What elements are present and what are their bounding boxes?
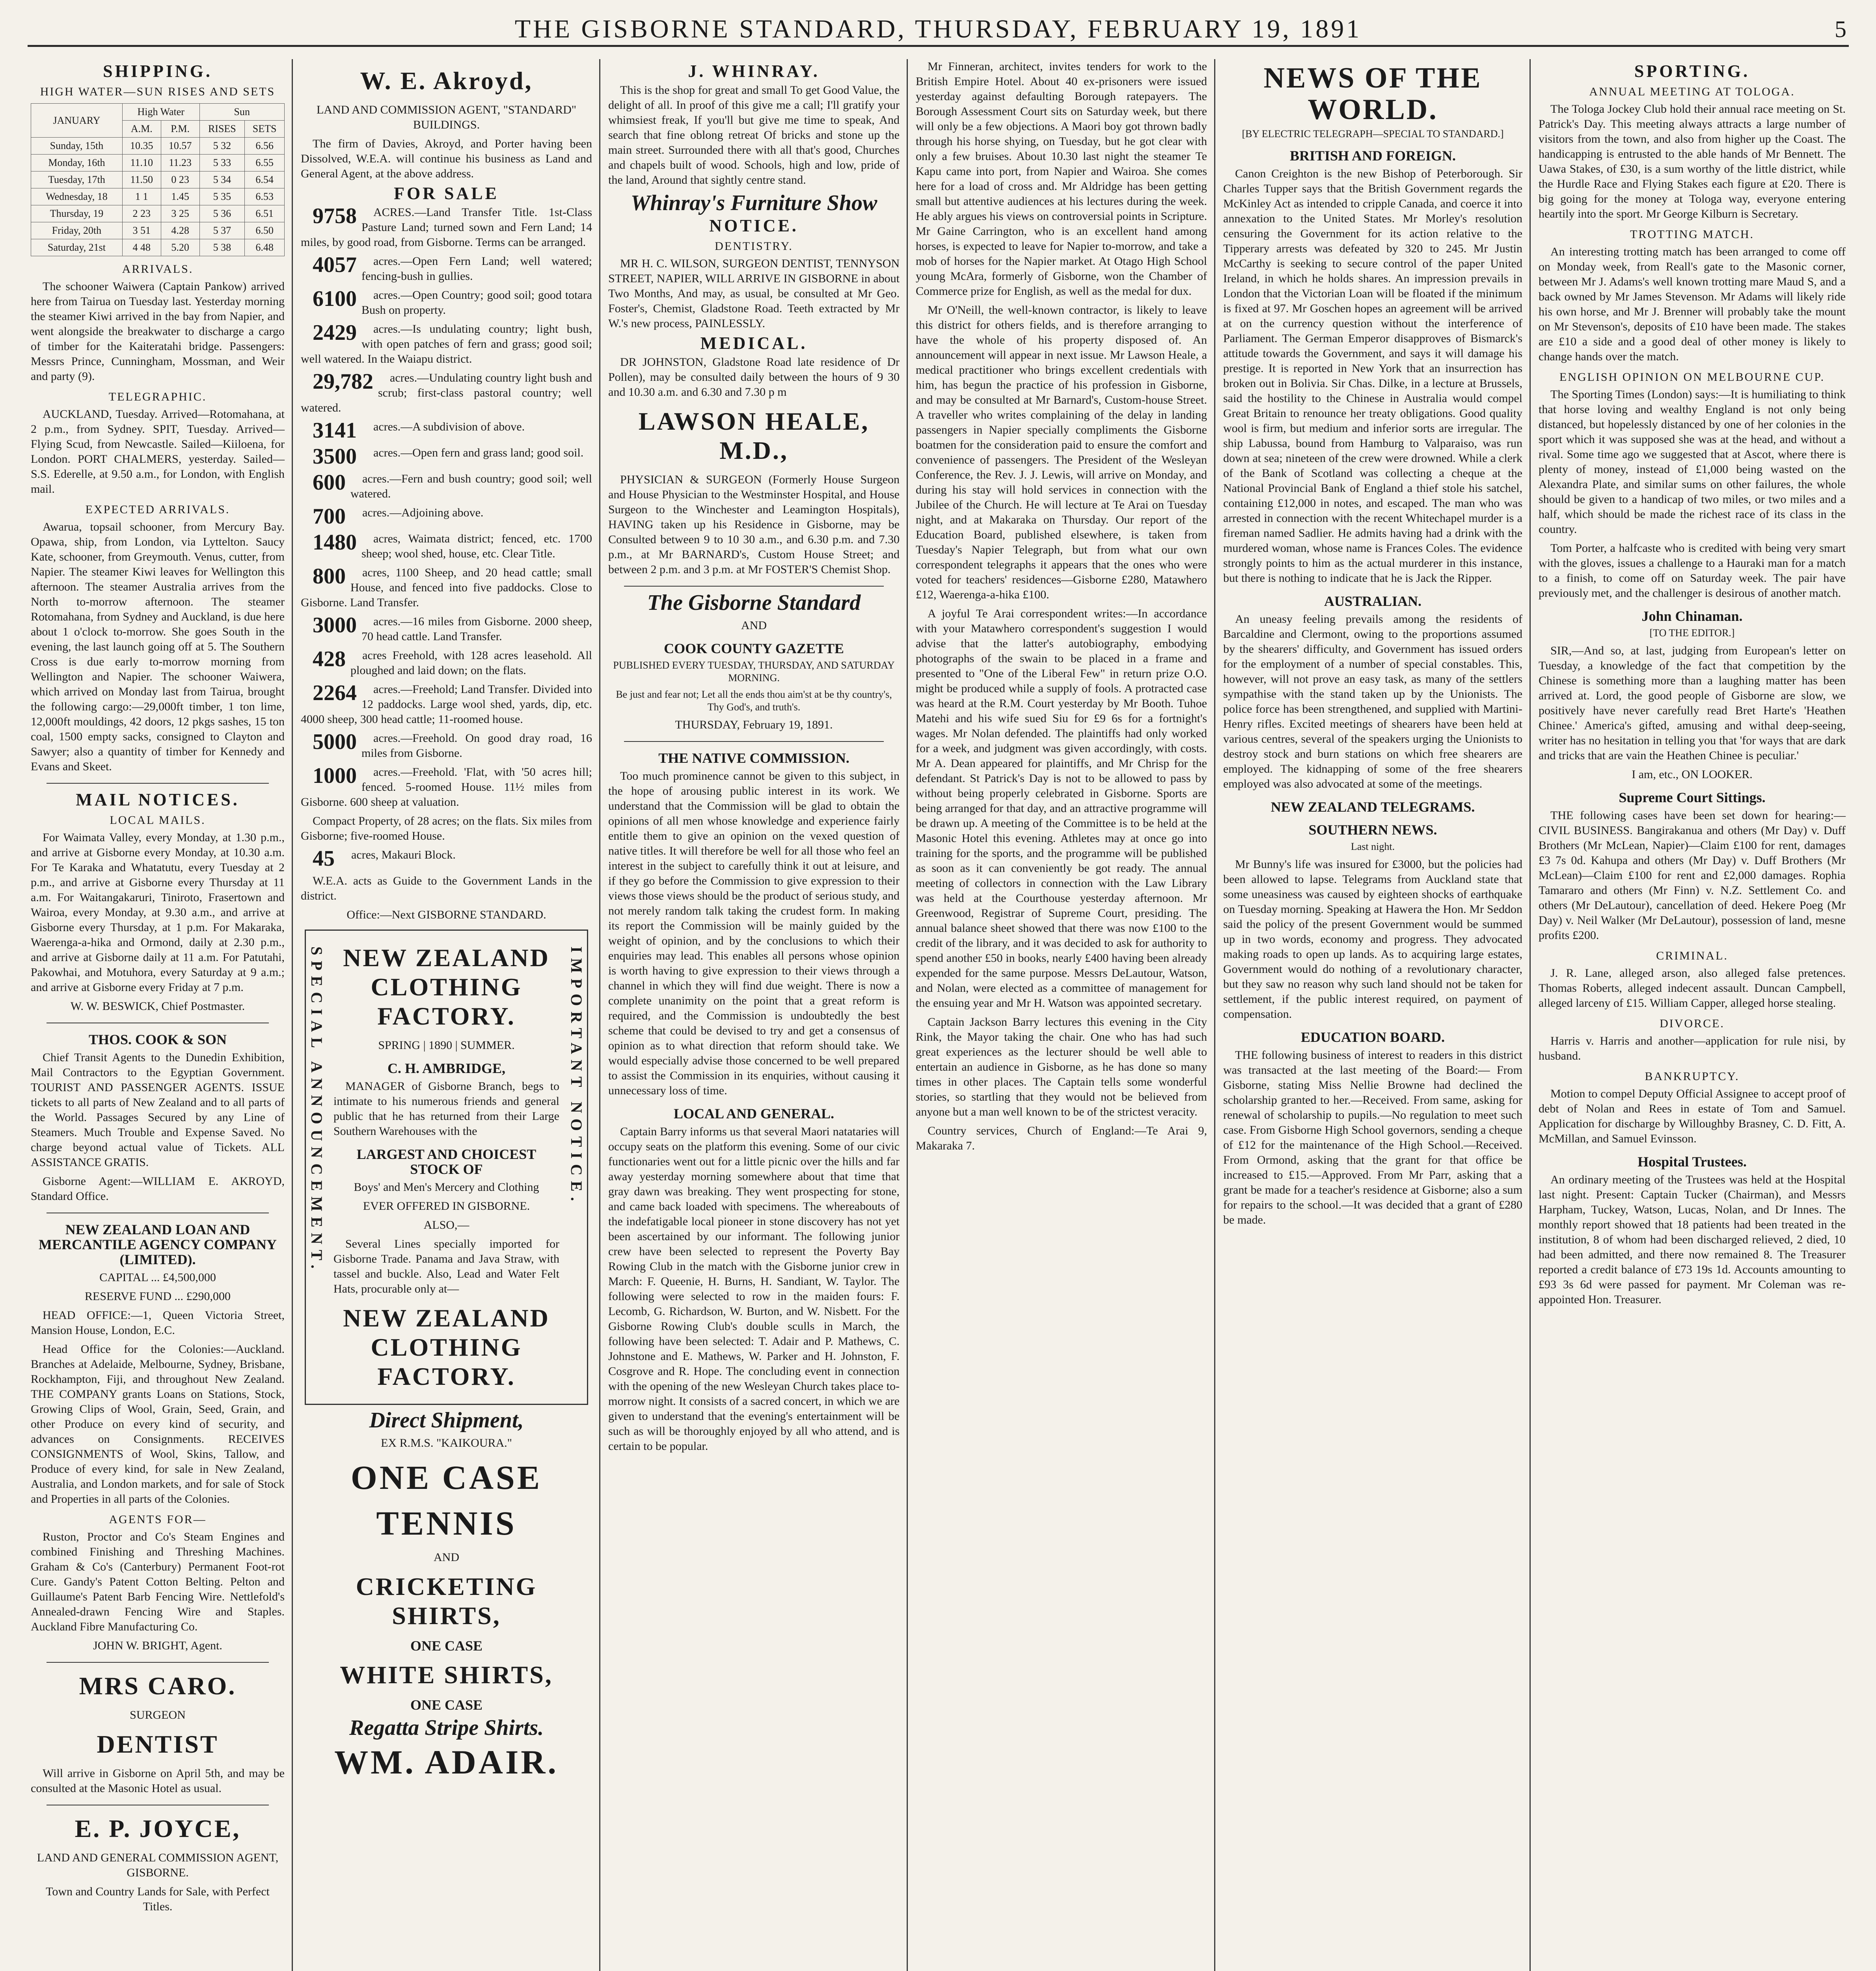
- tide-row: [31, 239, 285, 256]
- divider: [47, 1662, 269, 1663]
- melbourne-text: The Sporting Times (London) says:—It is humiliating to think that horse loving and wealthy England is not only being distanced, but hopelessly distanced by one of her colonies in the sport which it was supposed she was at the head, and without a rival. Some time ago we suggested that at Ascot, where there is plenty of money, instead of £1,000 being wasted on the Alexandra Plate, and similar sums on other failures, the whole should be given to a handicap of two miles, or two miles and a half, which should be made the richest race of its class in the country.: [1539, 388, 1846, 536]
- telegraphic-heading: TELEGRAPHIC.: [108, 390, 207, 403]
- tide-cell: 11.23: [161, 155, 199, 171]
- expected-text: Awarua, topsail schooner, from Mercury Bay. Opawa, ship, from London, via Lyttelton. Saucy Kate, schooner, from Greymouth. Venus, cutter, from Napier. The steamer Kiwi leaves for Wellington this afternoon. The steamer Australia arrives from the North to-morrow afternoon. The steamer Rotomahana, from Sydney and Auckland, is due here about 1 o'clock to-morrow. She goes South in the evening, the last launch going off at 5. The Southern Cross is due early to-morrow morning from Wellington and Napier. The schooner Waiwera, which arrived on Monday last from Tairua, brought the following cargo:—29,000ft timber, 1 ton lime, 12,000ft mouldings, 42 doors, 12 pkgs sashes, 15 ton coal, 1500 empty sacks, consigned to Clayton and Sawyer; also a quantity of timber for Kennedy and Evans and Skeet.: [31, 520, 285, 773]
- land-lot-text: Compact Property, of 28 acres; on the flats. Six miles from Gisborne; five-roomed House.: [301, 814, 592, 842]
- tide-cell: 5 36: [199, 205, 245, 222]
- nzloan-capital: CAPITAL ... £4,500,000: [99, 1271, 216, 1284]
- also-text: Several Lines specially imported for Gisborne Trade. Panama and Java Straw, with tassel and buckle. Also, Lead and Water Felt Hats, procurable only at—: [333, 1237, 559, 1295]
- white-shirts-heading: WHITE SHIRTS,: [340, 1661, 553, 1689]
- land-lot: [301, 322, 592, 367]
- tide-table: [31, 103, 285, 256]
- shipping-heading: SHIPPING.: [103, 61, 212, 81]
- column-6: [1531, 59, 1853, 1971]
- tide-cell: Wednesday, 18: [31, 188, 123, 205]
- tide-header: RISES: [199, 121, 245, 138]
- land-lot: [301, 731, 592, 761]
- joyce-heading: E. P. JOYCE,: [75, 1815, 241, 1842]
- tide-row: [31, 155, 285, 171]
- hospital-text: An ordinary meeting of the Trustees was held at the Hospital last night. Present: Captain Tucker (Chairman), and Messrs Harpham, Tuckey, Watson, Lucas, Nolan, and Dr Innes. The monthly report showed that 18 patients had been treated in the institution, 8 of whom had been discharged relieved, 2 died, 10 had been admitted, and there now remained 8. The Treasurer reported a credit balance of £73 19s 1d. Accounts amounting to £93 3s 6d were passed for payment. Mr Coleman was re-appointed Hon. Treasurer.: [1539, 1173, 1846, 1306]
- to-editor: [TO THE EDITOR.]: [1649, 627, 1735, 639]
- australian-text: An uneasy feeling prevails among the residents of Barcaldine and Clermont, owing to the proportions assumed by the shearers' difficulty, and Government has issued orders for the employment of a number of special constables. This, however, will not prove an easy task, as many of the settlers sympathise with the stand taken up by the Unionists. The police force has been strengthened, and supplied with Martini-Henry rifles. Excited meetings of shearers have been held at various centres, several of the speakers urging the Unionists to destroy stock and burn stations on which free shearers are employed. The kidnapping of some of the free shearers employed was also advocated at some of the meetings.: [1223, 613, 1522, 790]
- paper-title: The Gisborne Standard: [647, 591, 861, 615]
- column-4: [909, 59, 1214, 1971]
- published-note: PUBLISHED EVERY TUESDAY, THURSDAY, AND SATURDAY MORNING.: [613, 659, 895, 684]
- melbourne-heading: ENGLISH OPINION ON MELBOURNE CUP.: [1559, 371, 1825, 384]
- tide-group: Sun: [199, 104, 284, 121]
- land-lot-text: acres.—Fern and bush country; good soil; well watered.: [350, 472, 592, 500]
- tide-cell: 6.48: [245, 239, 285, 256]
- tide-cell: 5 37: [199, 222, 245, 239]
- land-lot-text: ACRES.—Land Transfer Title. 1st-Class Pasture Land; turned sown and Fern Land; 14 miles, by good road, from Gisborne. Terms can be arranged.: [301, 206, 592, 249]
- caro-sub: SURGEON: [130, 1708, 186, 1721]
- ambridge-heading: C. H. AMBRIDGE,: [387, 1060, 506, 1076]
- for-sale-heading: FOR SALE: [394, 184, 499, 203]
- tide-cell: 6.50: [245, 222, 285, 239]
- native-heading: THE NATIVE COMMISSION.: [658, 750, 850, 766]
- agents-signature: JOHN W. BRIGHT, Agent.: [93, 1639, 222, 1652]
- wea-note: W.E.A. acts as Guide to the Government Lands in the district.: [301, 874, 592, 902]
- nzloan-reserve: RESERVE FUND ... £290,000: [84, 1290, 231, 1303]
- land-lot: [301, 614, 592, 644]
- tide-header: JANUARY: [31, 104, 123, 138]
- land-lot: [301, 531, 592, 561]
- divorce-heading: DIVORCE.: [1660, 1017, 1725, 1030]
- column-rule: [1214, 59, 1215, 1971]
- paper-motto: Be just and fear not; Let all the ends thou aim'st at be thy country's, Thy God's, and truth's.: [616, 689, 892, 713]
- land-lot-acres: 3500: [313, 444, 357, 469]
- criminal-text: J. R. Lane, alleged arson, also alleged false pretences. Thomas Roberts, alleged indecent assault. Duncan Campbell, alleged larceny of £15. William Capper, alleged horse stealing.: [1539, 967, 1846, 1010]
- tide-cell: Friday, 20th: [31, 222, 123, 239]
- local-text: Captain Barry informs us that several Maori natataries will occupy seats on the platform this evening. Some of our civic functionaries went out for a little picnic over the hills and far away yesterday morning somewhere about that time that gray dawn was breaking. They went prospecting for stone, and came back loaded with specimens. The whereabouts of the indefatigable local pioneer in stone discovery has not yet been ascertained by our informant. The following junior crew have been selected to represent the Poverty Bay Rowing Club in the match with the Gisborne junior crew in March: F. Queenie, H. Burns, H. Sandiant, W. Taylor. The following were selected to row in the maiden fours: F. Lecomb, G. Richardson, W. Burton, and W. Nisbett. For the Gisborne Rowing Club's double sculls in March, the following have been selected: T. Adair and P. Mathews, C. Johnstone and E. Mathews, W. Parker and H. Johnston, F. Cosgrove and R. Hope. The concluding event in connection with the opening of the new Wesleyan Church takes place to-morrow night. It consists of a sacred concert, in which we are given to understand that the evening's entertainment will be such as will be thoroughly enjoyed by all who attend, and is certain to be popular.: [608, 1125, 900, 1453]
- tide-cell: 10.35: [122, 138, 161, 155]
- cook-text: Chief Transit Agents to the Dunedin Exhibition, Mail Contractors to the Egyptian Government. TOURIST AND PASSENGER AGENTS. ISSUE tickets to all parts of New Zealand and to all parts of the World. Passages Secured by any Line of Steamers. Much Trouble and Expense Saved. No charge beyond actual value of Tickets. ALL ASSISTANCE GRATIS.: [31, 1051, 285, 1169]
- land-lot: [301, 765, 592, 810]
- tide-cell: 6.56: [245, 138, 285, 155]
- tide-cell: 1.45: [161, 188, 199, 205]
- supreme-text: THE following cases have been set down for hearing:— CIVIL BUSINESS. Bangirakanua and others (Mr Day) v. Duff Brothers (Mr McLean, Napier)—Claim £100 for rent, damages £3 7s 0d. Kahupa and others (Mr Day) v. Duff Brothers (Mr McLean)—Claim £100 for rent and £2,000 damages. Rophia Tamararo and others (Mr Finn) v. N.Z. Settlement Co. and others (Mr DeLautour), cancellation of deed. Hekere Poeg (Mr Day) v. Neil Walker (Mr DeLautour), possession of land, mesne profits £200.: [1539, 809, 1846, 942]
- one-case-3: ONE CASE: [410, 1697, 483, 1713]
- land-lot: [301, 471, 592, 501]
- arrivals-text: The schooner Waiwera (Captain Pankow) arrived here from Tairua on Tuesday last. Yesterday morning the steamer Kiwi arrived in the bay from Napier, and went alongside the breakwater to discharge a cargo of timber for the Kaiteratahi bridge. Passengers: Messrs Prince, Cunningham, Mossman, and Weir and party (9).: [31, 280, 285, 383]
- akroyd-text: The firm of Davies, Akroyd, and Porter having been Dissolved, W.E.A. will continue his business as Land and General Agent, at the above address.: [301, 137, 592, 180]
- land-lot-acres: 6100: [313, 287, 357, 311]
- caro-heading: MRS CARO.: [79, 1672, 237, 1700]
- education-text: THE following business of interest to readers in this district was transacted at the last meeting of the Board:— From Gisborne, stating Miss Nellie Browne had declined the scholarship granted to her.—Received. From same, asking for renewal of scholarship to pupils.—No regulation to meet such case. From Gisborne High School governors, sending a cheque of £12 for the maintenance of the High School.—Received. From Ormond, asking that the grant for that office be increased to £15.—Approved. From Mr Parr, asking that a grant be made for a teacher's residence at Gisborne; also a sum for repairs to the school.—It was decided that a grant of £280 be made.: [1223, 1049, 1522, 1226]
- land-lot-acres: 5000: [313, 730, 357, 754]
- bankruptcy-heading: BANKRUPTCY.: [1645, 1070, 1740, 1083]
- tologa-heading: ANNUAL MEETING AT TOLOGA.: [1589, 85, 1795, 98]
- tide-cell: 3 51: [122, 222, 161, 239]
- hospital-heading: Hospital Trustees.: [1638, 1154, 1747, 1170]
- divider: [624, 741, 884, 742]
- tide-cell: 1 1: [122, 188, 161, 205]
- tide-cell: 11.50: [122, 171, 161, 188]
- land-lot-text: acres, 1100 Sheep, and 20 head cattle; small House, and fenced into five paddocks. Close to Gisborne. Land Transfer.: [301, 566, 592, 609]
- land-lot-acres: 2429: [313, 320, 357, 345]
- adair-heading: WM. ADAIR.: [334, 1743, 559, 1781]
- tide-cell: 5 32: [199, 138, 245, 155]
- land-lot: [301, 205, 592, 250]
- land-lot-text: acres.—Is undulating country; light bush, with open patches of fern and grass; good soil; well watered. In the Waiapu district.: [301, 322, 592, 365]
- mail-subheading: LOCAL MAILS.: [110, 814, 206, 827]
- southern-heading: SOUTHERN NEWS.: [1308, 822, 1437, 838]
- land-lot-acres: 700: [313, 504, 346, 529]
- wilson-text: MR H. C. WILSON, SURGEON DENTIST, TENNYSON STREET, NAPIER, WILL ARRIVE IN GISBORNE in about Two Months, And may, as usual, be consulted at Mr Geo. Foster's, Chemist, Gladstone Road. Teeth extracted by Mr W.'s new process, PAINLESSLY.: [608, 257, 900, 330]
- land-lot-text: acres.—Freehold; Land Transfer. Divided into 12 paddocks. Large wool shed, yards, dip, etc. 4000 sheep, 300 head cattle; 11-roomed house.: [301, 683, 592, 726]
- tide-row: [31, 171, 285, 188]
- land-lot-acres: 428: [313, 647, 346, 671]
- land-lot: [301, 371, 592, 415]
- land-lot-acres: 3000: [313, 613, 357, 637]
- clothing-box: [305, 930, 588, 1405]
- tologa-text: The Tologa Jockey Club hold their annual race meeting on St. Patrick's Day. This meeting always attracts a large number of visitors from the town, and also from higher up the Coast. The handicapping is entrusted to the able hands of Mr Bennett. The Uawa Stakes, of £30, is a sum worthy of the little district, while the Hurdle Race and Flying Stakes each figure at £20. There is big going for the money at Tologa way, everyone entering heartily into the sport. Mr George Kilburn is Secretary.: [1539, 102, 1846, 220]
- land-lot-text: acres.—Adjoining above.: [362, 506, 484, 519]
- land-lot: [301, 288, 592, 318]
- sporting-heading: SPORTING.: [1634, 61, 1750, 81]
- supreme-heading: Supreme Court Sittings.: [1619, 790, 1766, 805]
- column-rule: [292, 59, 293, 1971]
- tide-group: High Water: [122, 104, 199, 121]
- masthead-title: THE GISBORNE STANDARD, THURSDAY, FEBRUARY 19, 1891: [514, 15, 1362, 43]
- cook-heading: THOS. COOK & SON: [88, 1032, 227, 1047]
- land-lot-acres: 1480: [313, 530, 357, 555]
- native-text: Too much prominence cannot be given to this subject, in the hope of arousing public interest in its work. We understand that the Commission will be glad to obtain the opinions of all men whose knowledge and experience fairly entitle them to give an opinion on the vexed question of native titles. It will therefore be well for all those who feel an interest in the subject to carefully think it out at leisure, and if they go before the Commission to give expression to their views those views should be the product of serious study, and not merely random talk taking the crudest form. In making its report the Commission will be mainly guided by the weight of opinion, and by the conclusions to which their enquiries may lead. This enables all persons whose opinion is worth having to give expression to their views through a channel in which they will find due weight. There is now a complete unanimity on the point that a great reform is required, and the Commission is undoubtedly the best scheme that could be devised to try and get a consensus of opinion as to what direction that reform should take. We would especially advise those concerned to be well prepared to assist the Commission in its enquiries, without causing it unnecessary loss of time.: [608, 769, 900, 1097]
- chinaman-text: SIR,—And so, at last, judging from European's letter on Tuesday, a knowledge of the fact that competition by the Chinese is something more than a laughing matter has been arrived at. Lord, the good people of Gisborne are slow, we positively have never carefully read Bret Harte's 'Heathen Chinee.' America's gifted, amusing and withal deep-seeing, writer has no hesitation in telling you that 'for ways that are dark and tricks that are vain the Heathen Chinee is peculiar.': [1539, 644, 1846, 762]
- tide-header: P.M.: [161, 121, 199, 138]
- land-lot: [301, 648, 592, 678]
- land-lot-text: acres.—A subdivision of above.: [373, 420, 525, 433]
- paper-cook: COOK COUNTY GAZETTE: [664, 641, 844, 656]
- land-lot-acres: 800: [313, 564, 346, 589]
- local-items-3: A joyful Te Arai correspondent writes:—In accordance with your Matawhero correspondent's suggestion I would advise that the latter's autobiography, embodying photographs of the swain to be placed in a frame and presented to "One of the Liberal Few" in return prize O.O. might be produced while a supply of fools. A protracted case was heard at the R.M. Court yesterday by Mr Booth. Tuhoe Matehi and his wife sued Siu for £9 6s for a fortnight's wages. Mr Nolan defended. The plaintiffs had only worked for a week, and judgment was given accordingly, with costs. Mr A. Dean appeared for plaintiffs, and Mr Chrisp for the defendant. St Patrick's Day is not to be allowed to pass by without being properly celebrated in Gisborne. Sports are being arranged for that day, and an attractive programme will be drawn up. A meeting of the Committee is to be held at the Masonic Hotel this evening. Athletes may at once go into training for the sports, and the programme will be published as soon as it can conveniently be got ready. The annual meeting of collectors in connection with the Law Library was held at the Courthouse yesterday afternoon. Mr Greenwood, Registrar of Supreme Court, presiding. The annual balance sheet showed that there was now £100 to the credit of the library, and it was decided to ask for authority to spend another £50 in books, nearly £400 having been already expended for the same purpose. Messrs DeLautour, Watson, and Nolan, were elected as a committee of management for the ensuing year and Mr H. Watson was appointed secretary.: [916, 607, 1207, 1010]
- tide-cell: 6.54: [245, 171, 285, 188]
- dentistry-heading: DENTISTRY.: [715, 240, 793, 253]
- cook-agent: Gisborne Agent:—WILLIAM E. AKROYD, Standard Office.: [31, 1175, 285, 1203]
- tide-header: SETS: [245, 121, 285, 138]
- land-lot: [301, 505, 592, 527]
- southern-sub: Last night.: [1351, 841, 1395, 852]
- direct-shipment: Direct Shipment,: [369, 1408, 524, 1433]
- column-5: [1216, 59, 1529, 1971]
- akroyd-heading: W. E. Akroyd,: [360, 67, 533, 95]
- johnston-text: DR JOHNSTON, Gladstone Road late residence of Dr Pollen), may be consulted daily between the hours of 9 30 and 10.30 a.m. and 6.30 and 7.30 p m: [608, 356, 900, 399]
- land-lot-acres: 4057: [313, 253, 357, 277]
- land-lot: [301, 419, 592, 442]
- divider: [624, 586, 884, 587]
- tide-body: [31, 138, 285, 256]
- tide-cell: Monday, 16th: [31, 155, 123, 171]
- tide-cell: 5 35: [199, 188, 245, 205]
- ex-ship: EX R.M.S. "KAIKOURA.": [381, 1436, 512, 1449]
- side-label-left: SPECIAL ANNOUNCEMENT.: [308, 946, 326, 1274]
- land-lot-text: acres.—16 miles from Gisborne. 2000 sheep, 70 head cattle. Land Transfer.: [361, 615, 592, 643]
- tide-cell: 11.10: [122, 155, 161, 171]
- bankruptcy-text: Motion to compel Deputy Official Assignee to accept proof of debt of Nolan and Rees in estate of Tom and Samuel. Application for discharge by Willoughby Brasney, C. D. Fitt, A. McMillan, and Samuel Evinsson.: [1539, 1087, 1846, 1145]
- land-lot-text: acres Freehold, with 128 acres leasehold. All ploughed and laid down; on the flats.: [350, 649, 592, 677]
- land-lots: [301, 205, 592, 870]
- tide-cell: 3 25: [161, 205, 199, 222]
- land-lot: [301, 848, 592, 870]
- land-lot: [301, 254, 592, 284]
- tide-row: [31, 138, 285, 155]
- tide-row: [31, 222, 285, 239]
- tide-row: [31, 188, 285, 205]
- australian-heading: AUSTRALIAN.: [1324, 593, 1422, 609]
- tide-cell: 6.55: [245, 155, 285, 171]
- divorce-text: Harris v. Harris and another—application for rule nisi, by husband.: [1539, 1034, 1846, 1062]
- medical-heading: MEDICAL.: [700, 333, 808, 353]
- divider: [47, 783, 269, 784]
- one-case-1: ONE CASE: [350, 1459, 542, 1496]
- nzloan-heading: NEW ZEALAND LOAN AND MERCANTILE AGENCY COMPANY (LIMITED).: [38, 1222, 277, 1267]
- tide-cell: 0 23: [161, 171, 199, 188]
- tide-cell: 4.28: [161, 222, 199, 239]
- tide-cell: 5.20: [161, 239, 199, 256]
- ever-heading: EVER OFFERED IN GISBORNE.: [363, 1200, 530, 1213]
- joyce-text: LAND AND GENERAL COMMISSION AGENT, GISBORNE.: [37, 1851, 279, 1879]
- land-lot-acres: 2264: [313, 681, 357, 705]
- tide-cell: Thursday, 19: [31, 205, 123, 222]
- tide-cell: Tuesday, 17th: [31, 171, 123, 188]
- local-heading: LOCAL AND GENERAL.: [673, 1106, 835, 1121]
- land-lot-acres: 600: [313, 470, 346, 495]
- also-heading: ALSO,—: [423, 1218, 469, 1231]
- land-lot: [301, 565, 592, 610]
- caro-dentist: DENTIST: [97, 1730, 219, 1758]
- british-heading: BRITISH AND FOREIGN.: [1289, 148, 1456, 164]
- tide-cell: 5 34: [199, 171, 245, 188]
- land-lot-acres: 1000: [313, 764, 357, 788]
- tide-cell: 6.51: [245, 205, 285, 222]
- country-services: Country services, Church of England:—Te Arai 9, Makaraka 7.: [916, 1124, 1207, 1152]
- land-lot-text: acres.—Open Fern Land; well watered; fencing-bush in gullies.: [361, 255, 592, 283]
- mail-text: For Waimata Valley, every Monday, at 1.30 p.m., and arrive at Gisborne every Monday, at 10.30 a.m. For Te Karaka and Whatatutu, every Tuesday at 2 p.m., and arrive at Gisborne every Thursday at 11 a.m. For Waitangakaruri, Tiniroto, Frasertown and Wairoa, every Monday, at 9.30 a.m., and arrive at Gisborne every Thursday, at 1 p.m. For Makaraka, Waerenga-a-hika and Ormond, daily at 2.30 p.m., and arrive at Gisborne daily at 11 a.m. For Patutahi, Pakowhai, and Motuhora, every Saturday at 9 a.m.; and arrive at Gisborne every Friday at 7 p.m.: [31, 831, 285, 994]
- page-number: 5: [1835, 16, 1849, 42]
- tennis-heading: TENNIS: [376, 1504, 517, 1542]
- land-lot-acres: 3141: [313, 418, 357, 443]
- column-rule: [599, 59, 600, 1971]
- land-lot-acres: 29,782: [313, 369, 373, 394]
- trotting-heading: TROTTING MATCH.: [1630, 228, 1754, 241]
- southern-text: Mr Bunny's life was insured for £3000, but the policies had been allowed to lapse. Telegrams from Auckland state that some uneasiness was caused by eighteen shocks of earthquake on Tuesday morning. Speaking at Hawera the Hon. Mr Seddon said the policy of the present Government would be summed up in two words, economy and progress. They advocated making roads to open up lands. As to acquiring large estates, Government would do nothing of a revolutionary character, but they saw no reason why such land should not be taken for settlement, if the public interest required, on payment of compensation.: [1223, 858, 1522, 1021]
- mail-signature: W. W. BESWICK, Chief Postmaster.: [70, 1000, 245, 1013]
- heale-text: PHYSICIAN & SURGEON (Formerly House Surgeon and House Physician to the Westminster Hospital, and House Surgeon to the Winchester and Leamington Hospitals), HAVING taken up his Residence in Gisborne, may be Consulted between 9 to 10 30 a.m., and 6.30 p.m. and 7.30 p.m., at Mr BARNARD's, Custom House Street; and between 2 p.m. and 3 p.m. at Mr FOSTER'S Chemist Shop.: [608, 473, 900, 576]
- column-1: [24, 59, 292, 1971]
- tide-cell: 5 38: [199, 239, 245, 256]
- clothing-footer: NEW ZEALAND CLOTHING FACTORY.: [343, 1304, 550, 1390]
- expected-heading: EXPECTED ARRIVALS.: [85, 503, 230, 516]
- column-rule: [907, 59, 908, 1971]
- tide-row: [31, 205, 285, 222]
- notice-heading: NOTICE.: [709, 216, 799, 235]
- tide-cell: 10.57: [161, 138, 199, 155]
- nz-telegrams-heading: NEW ZEALAND TELEGRAMS.: [1271, 799, 1475, 815]
- mail-heading: MAIL NOTICES.: [76, 790, 240, 809]
- tide-heading: HIGH WATER—SUN RISES AND SETS: [40, 85, 276, 98]
- office-note: Office:—Next GISBORNE STANDARD.: [347, 908, 546, 921]
- arrivals-heading: ARRIVALS.: [122, 263, 194, 276]
- column-2: [294, 59, 599, 1971]
- nzloan-text: Head Office for the Colonies:—Auckland. Branches at Adelaide, Melbourne, Sydney, Brisbane, Rockhampton, Fiji, and throughout New Zealand. THE COMPANY grants Loans on Stations, Stock, Growing Clips of Wool, Grain, Seed, Grain, and other Produce on every kind of security, and advances on Consignments. RECEIVES CONSIGNMENTS of Wool, Skins, Tallow, and Produce of every kind, for sale in New Zealand, Australia, and London markets, and for sale of Stock and Properties in all parts of the Colonies.: [31, 1343, 285, 1505]
- tide-cell: 6.53: [245, 188, 285, 205]
- local-items-2: Mr O'Neill, the well-known contractor, is likely to leave this district for others fields, and is therefore arranging to have the whole of his property disposed of. An announcement will appear in next issue. Mr Lawson Heale, a medical practitioner who brings excellent credentials with him, has begun the practice of his profession in Gisborne, and may be consulted at Mr Barnard's, Custom-house Street. A traveller who writes complaining of the delay in landing passengers in Napier specially compliments the Gisborne boatmen for the consideration paid to ensure the comfort and convenience of passengers. The President of the Wesleyan Conference, the Rev. J. J. Lewis, will arrive on Monday, and during his stay will hold services in connection with the Jubilee of the Church. He will lecture at Te Arai on Tuesday night, and at Makaraka on Thursday. Our report of the Education Board, published elsewhere, is taken from Tuesday's Napier Telegraph, but from what our own correspondent telegraphs it appears that the ones who were voted for teachers' residences—Gisborne £280, Matawhero £12, Waerenga-a-hika £100.: [916, 304, 1207, 601]
- furniture-heading: Whinray's Furniture Show: [630, 191, 877, 215]
- cricketing-heading: CRICKETING SHIRTS,: [356, 1572, 537, 1630]
- chinaman-sign: I am, etc., ON LOOKER.: [1632, 768, 1753, 781]
- barry-lecture: Captain Jackson Barry lectures this evening in the City Rink, the Mayor taking the chair. One who has had such great experiences as the lecturer should be well able to entertain an audience in Gisborne, as he has done so many times in other places. The Captain tells some wonderful stories, so startling that they would not be believed from anyone but a man well known to be of the strictest veracity.: [916, 1015, 1207, 1118]
- agents-text: Ruston, Proctor and Co's Steam Engines and combined Finishing and Threshing Machines. Graham & Co's (Canterbury) Permanent Foot-rot Cure. Gandy's Patent Cotton Belting. Pelton and Guillaume's Patent Barb Fencing Wire. Nettlefold's Annealed-drawn Fencing Wire and Staples. Auckland Fibre Manufacturing Co.: [31, 1530, 285, 1633]
- joyce-tail: Town and Country Lands for Sale, with Perfect Titles.: [46, 1885, 270, 1913]
- heale-heading: LAWSON HEALE, M.D.,: [638, 407, 870, 464]
- land-lot-text: acres, Waimata district; fenced, etc. 1700 sheep; wool shed, house, etc. Clear Title.: [361, 532, 592, 560]
- news-title: NEWS OF THE WORLD.: [1263, 62, 1482, 126]
- ambridge-text: MANAGER of Gisborne Branch, begs to intimate to his numerous friends and general public that he has returned from their Large Southern Warehouses with the: [333, 1080, 559, 1138]
- one-case-2: ONE CASE: [410, 1638, 483, 1654]
- land-lot-acres: 9758: [313, 204, 357, 228]
- local-items-1: Mr Finneran, architect, invites tenders for work to the British Empire Hotel. About 40 ex-prisoners were issued yesterday against defaulting Borough ratepayers. The Borough Assessment Court sits on Saturday week, but there will only be a few objections. A Maori boy got thrown badly through his horse shying, on Tuesday, but he got clear with only a few bruises. About 10.30 last night the steamer Te Kapu came into port, from Napier and Wairoa. She comes here for a load of cross and. Mr Aldridge has been getting small but attentive audiences at his lectures during the week. He ably argues his views on controversial points in Scripture. Mr Gaine Carrington, who is an excellent hand among horses, is expected to leave for Napier to-morrow, and take a mob of horses for the Napier market. At Otago High School young McAra, formerly of Gisborne, won the Chamber of Commerce prize for English, as well as the medal for dux.: [916, 60, 1207, 298]
- land-lot-text: acres.—Open fern and grass land; good soil.: [373, 446, 584, 459]
- paper-date: THURSDAY, February 19, 1891.: [675, 718, 833, 731]
- side-label-right: IMPORTANT NOTICE.: [568, 946, 585, 1207]
- boys-heading: Boys' and Men's Mercery and Clothing: [354, 1181, 539, 1194]
- caro-text: Will arrive in Gisborne on April 5th, and may be consulted at the Masonic Hotel as usual.: [31, 1767, 285, 1795]
- porter-text: Tom Porter, a halfcaste who is credited with being very smart with the gloves, issues a challenge to a Hauraki man for a match to a finish, to come off on Saturday week. The pair have previously met, and the challenger is desirous of another match.: [1539, 542, 1846, 600]
- british-text: Canon Creighton is the new Bishop of Peterborough. Sir Charles Tupper says that the British Government regards the McKinley Act as intended to cripple Canada, and coerce it into annexation to the United States. Mr Morley's resolution censuring the Government for its action relative to the Tipperary arrests was defeated by 320 to 245. Mr Justin McCarthy is seeking to secure control of the paper United Ireland, in which he holds shares. An impression prevails in London that the Victorian Loan will be floated if the minimum is fixed at 97. Mr Goschen hopes an agreement will be arrived at on the currency question without the interference of Parliament. The German Emperor disapproves of Bismarck's attitude towards the Government, and says it will damage his prestige. It is reported in New York that an insurrection has broken out in Bolivia. Sir Chas. Dilke, in a lecture at Brussels, said the hostility to the Chinese in Australia would compel Great Britain to renounce her treaty obligations. Good quality wool is firm, but medium and inferior sorts are irregular. The ship Labussa, bound from Hamburg to Valparaiso, was run down at sea; nineteen of the crew were drowned. While a clerk of the Bank of Scotland was collecting a cheque at the National Provincial Bank of England a thief stole his satchel, containing £12,000 in notes, and escaped. The man who was arrested in connection with the recent Whitechapel murder is a fireman named Sadlier. He admits having had a drink with the murdered woman, whose name is Frances Coles. The evidence strongly points to him as the actual murderer in this instance, but there is nothing to indicate that he is Jack the Ripper.: [1223, 167, 1522, 585]
- land-lot-text: acres, Makauri Block.: [351, 848, 456, 861]
- land-lot-text: acres.—Freehold. On good dray road, 16 miles from Gisborne.: [361, 732, 592, 760]
- land-lot: [301, 445, 592, 468]
- tide-header: A.M.: [122, 121, 161, 138]
- paper-and: AND: [741, 619, 767, 632]
- clothing-season: SPRING | 1890 | SUMMER.: [378, 1039, 515, 1052]
- nzloan-office: HEAD OFFICE:—1, Queen Victoria Street, Mansion House, London, E.C.: [31, 1309, 285, 1337]
- column-3: [601, 59, 907, 1971]
- tide-cell: Sunday, 15th: [31, 138, 123, 155]
- land-lot: [301, 682, 592, 727]
- regatta-heading: Regatta Stripe Shirts.: [349, 1716, 544, 1740]
- news-subtitle: [BY ELECTRIC TELEGRAPH—SPECIAL TO STANDARD.]: [1242, 128, 1504, 140]
- chinaman-heading: John Chinaman.: [1641, 608, 1743, 624]
- criminal-heading: CRIMINAL.: [1656, 949, 1728, 962]
- land-lot-text: acres.—Freehold. 'Flat, with '50 acres hill; fenced. 5-roomed House. 11½ miles from Gisborne. 600 sheep at valuation.: [301, 766, 592, 809]
- land-lot-text: acres.—Open Country; good soil; good totara Bush on property.: [361, 289, 592, 317]
- land-lot-acres: 45: [313, 846, 335, 871]
- tide-cell: Saturday, 21st: [31, 239, 123, 256]
- tide-cell: 2 23: [122, 205, 161, 222]
- tide-cell: 5 33: [199, 155, 245, 171]
- education-heading: EDUCATION BOARD.: [1300, 1029, 1445, 1045]
- whinray-heading: J. WHINRAY.: [688, 61, 820, 81]
- column-rule: [1529, 59, 1531, 1971]
- clothing-title: NEW ZEALAND CLOTHING FACTORY.: [343, 944, 550, 1030]
- masthead: [28, 13, 1849, 47]
- trotting-text: An interesting trotting match has been arranged to come off on Monday week, from Reall's gate to the Masonic corner, between Mr J. Adams's well known trotting mare Maud S, and a back owned by Mr James Stevenson. Mr Adams will likely ride his own horse, and Mr J. Brenner will probably take the mount on Mr Stevenson's, deposits of £10 have been made. The stakes are £10 a side and a good deal of other money is likely to change hands over the match.: [1539, 245, 1846, 363]
- land-lot-text: acres.—Undulating country light bush and scrub; first-class pastoral country; well watered.: [301, 371, 592, 414]
- akroyd-sub: LAND AND COMMISSION AGENT, "STANDARD" BUILDINGS.: [316, 103, 577, 131]
- largest-heading: LARGEST AND CHOICEST STOCK OF: [356, 1146, 537, 1177]
- agents-heading: AGENTS FOR—: [109, 1513, 207, 1526]
- and-text: AND: [434, 1551, 459, 1564]
- tide-cell: 4 48: [122, 239, 161, 256]
- telegraphic-text: AUCKLAND, Tuesday. Arrived—Rotomahana, at 2 p.m., from Sydney. SPIT, Tuesday. Arrived—Flying Scud, from Newcastle. Sailed—Kiiloena, for London. PORT CHALMERS, yesterday. Sailed—S.S. Ederelle, at 9.50 a.m., for London, with English mail.: [31, 408, 285, 496]
- land-lot: [301, 814, 592, 844]
- whinray-poem: This is the shop for great and small To get Good Value, the delight of all. In proof of this give me a call; I'll gratify your whimsiest freak, If you'll but give me time to speak, And search that fine oblong retreat Of bricks and stone up the main street. Surrounded there with all that's good, Churches and chapels built of wood. Schools, high and low, pride of the land, Around that sightly centre stand.: [608, 84, 900, 186]
